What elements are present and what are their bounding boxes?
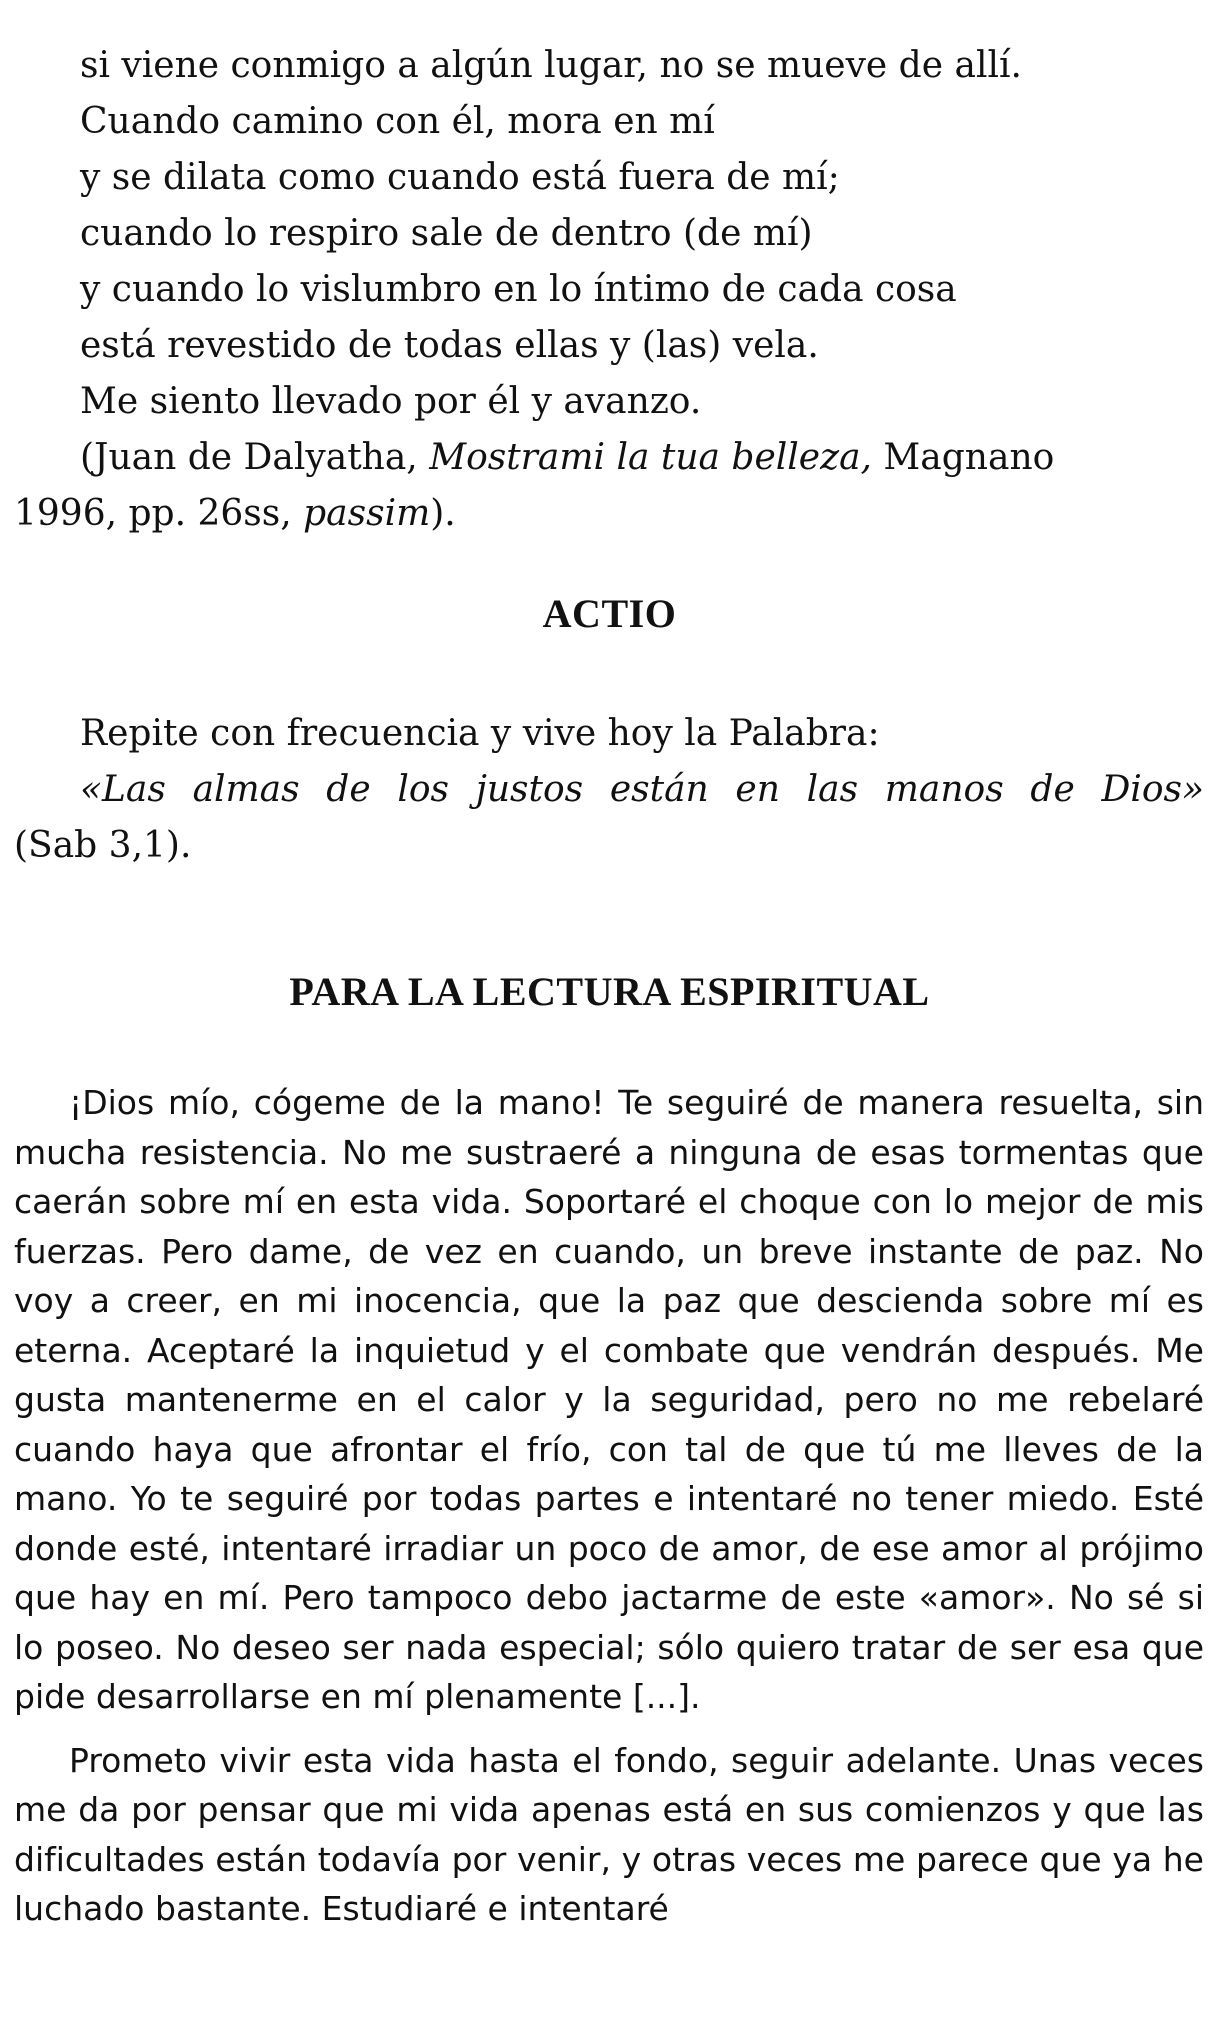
actio-intro: Repite con frecuencia y vive hoy la Palabra: — [80, 713, 880, 754]
poem-line: Cuando camino con él, mora en mí — [80, 101, 715, 142]
actio-block — [14, 706, 1204, 874]
citation-publisher: Magnano — [871, 437, 1055, 478]
section-heading-actio: ACTIO — [542, 591, 677, 636]
citation-title: Mostrami la tua belleza, — [429, 437, 872, 478]
actio-reference: (Sab 3,1). — [14, 825, 192, 866]
section-heading-lectura: PARA LA LECTURA ESPIRITUAL — [289, 969, 930, 1014]
citation-passim: passim — [303, 493, 431, 534]
poem-line: si viene conmigo a algún lugar, no se mueve de allí. — [80, 45, 1022, 86]
poem-block — [14, 38, 1204, 542]
poem-citation — [14, 430, 1204, 542]
actio-quote-line — [14, 762, 1204, 818]
actio-quote: «Las almas de los justos están en las manos de Dios» — [80, 769, 1204, 810]
citation-open: (Juan de Dalyatha, — [80, 437, 430, 478]
citation-year-pages: 1996, pp. 26ss, — [14, 493, 304, 534]
lectura-paragraph: Prometo vivir esta vida hasta el fondo, seguir adelante. Unas veces me da por pensar que mi vida apenas está en sus comienzos y que las dificultades están todavía por venir, y otras veces me parece que ya he luchado bastante. Estudiaré e intentaré — [14, 1740, 1204, 1928]
lectura-paragraph: ¡Dios mío, cógeme de la mano! Te seguiré de manera resuelta, sin mucha resistencia. No me sustraeré a ninguna de esas tormentas que caerán sobre mí en esta vida. Soportaré el choque con lo mejor de mis fuerzas. Pero dame, de vez en cuando, un breve instante de paz. No voy a creer, en mi inocencia, que la paz que descienda sobre mí es eterna. Aceptaré la inquietud y el combate que vendrán después. Me gusta mantenerme en el calor y la seguridad, pero no me rebelaré cuando haya que afrontar el frío, con tal de que tú me lleves de la mano. Yo te seguiré por todas partes e intentaré no tener miedo. Esté donde esté, intentaré irradiar un poco de amor, de ese amor al prójimo que hay en mí. Pero tampoco debo jactarme de este «amor». No sé si lo poseo. No deseo ser nada especial; sólo quiero tratar de ser esa que pide desarrollarse en mí plenamente [...]. — [14, 1083, 1204, 1716]
poem-line: cuando lo respiro sale de dentro (de mí) — [80, 213, 813, 254]
poem-line: y cuando lo vislumbro en lo íntimo de cada cosa — [80, 269, 957, 310]
poem-line: Me siento llevado por él y avanzo. — [80, 381, 702, 422]
poem-line: está revestido de todas ellas y (las) vela. — [80, 325, 819, 366]
poem-line: y se dilata como cuando está fuera de mí; — [80, 157, 840, 198]
citation-close: ). — [430, 493, 456, 534]
lectura-body — [14, 1078, 1204, 1948]
